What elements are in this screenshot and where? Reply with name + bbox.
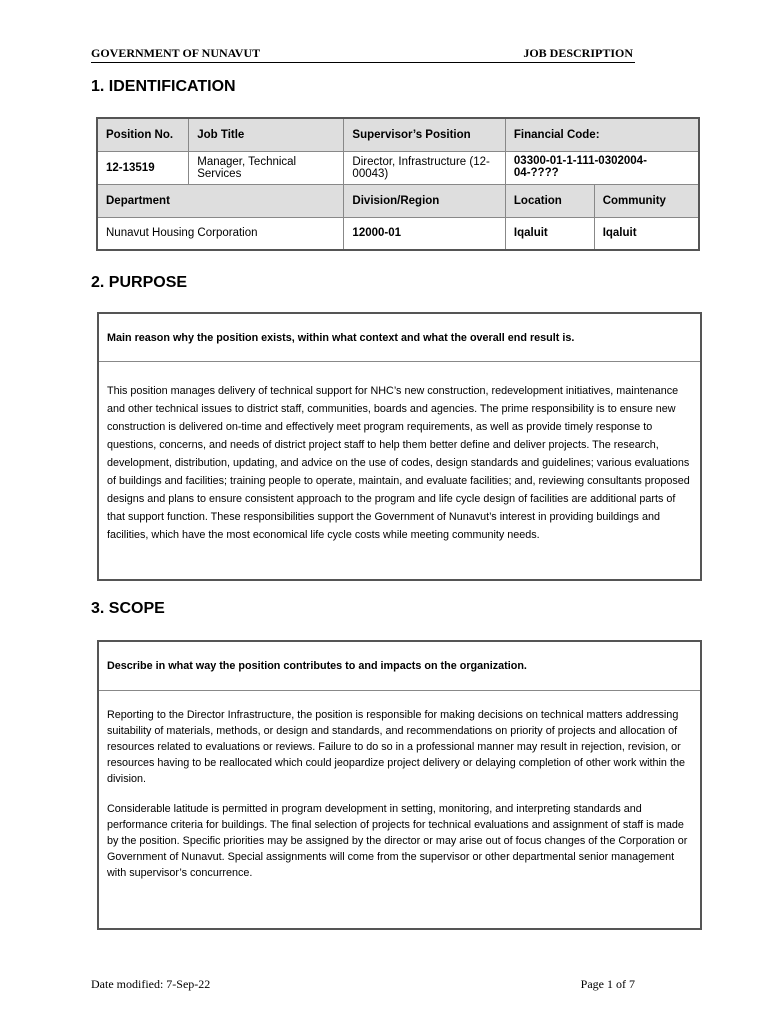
community-value: Iqaluit [594,217,699,250]
scope-question [99,642,700,691]
page-footer [91,977,635,992]
position-no-header: Position No. [97,118,189,151]
header-organization: GOVERNMENT OF NUNAVUT [91,46,261,60]
purpose-question [99,314,700,362]
location-header: Location [505,184,594,217]
section-title-identification: 1. IDENTIFICATION [91,78,236,95]
division-region-header: Division/Region [344,184,505,217]
scope-body [99,691,700,881]
table-row [97,151,699,184]
date-modified: Date modified: 7-Sep-22 [91,977,211,991]
scope-question-text: Describe in what way the position contributes to and impacts on the organization. [107,660,527,672]
scope-box [97,640,702,930]
section-title-scope: 3. SCOPE [91,600,165,617]
section-title-purpose: 2. PURPOSE [91,274,188,291]
header-document-type: JOB DESCRIPTION [523,46,633,60]
identification-table [96,117,700,251]
department-header: Department [97,184,344,217]
supervisor-position-value: Director, Infrastructure (12-00043) [344,151,505,184]
table-row [97,184,699,217]
scope-paragraph-2: Considerable latitude is permitted in program development in setting, monitoring, and interpreting standards and performance criteria for buildings. The final selection of projects for technical evaluations and assignment of staff is made by the position. Specific priorities may be assigned by the director or may arise out of focus changes of the Corporation or Government of Nunavut. Special assignments will come from the supervisor or other departmental senior management with supervisor’s concurrence. [107,803,688,879]
page-number: Page 1 of 7 [580,977,635,991]
job-title-value: Manager, Technical Services [189,151,344,184]
financial-code-value: 03300-01-1-111-0302004-04-???? [505,151,699,184]
financial-code-header: Financial Code: [505,118,699,151]
job-title-header: Job Title [189,118,344,151]
division-region-value: 12000-01 [344,217,505,250]
purpose-text: This position manages delivery of technical support for NHC’s new construction, redevelopment initiatives, maintenance and other technical issues to district staff, communities, boards and agencies. The prime responsibility is to ensure new construction is delivered on-time and effectively meet program requirements, as well as provide timely response to questions, concerns, and needs of district project staff to help them better define and deliver projects. The research, development, distribution, updating, and advice on the use of codes, design standards and guidelines; various evaluations of buildings and facilities; training people to operate, maintain, and evaluate facilities; and, reviewing consultants proposed designs and plans to ensure consistent approach to the program and life cycle design of facilities are additional parts of that support function. These responsibilities support the Government of Nunavut’s interest in providing buildings and facilities, which have the most economical life cycle costs while meeting community needs. [107,385,690,541]
location-value: Iqaluit [505,217,594,250]
department-value: Nunavut Housing Corporation [97,217,344,250]
table-row [97,118,699,151]
position-no-value: 12-13519 [97,151,189,184]
page-header [91,46,635,63]
community-header: Community [594,184,699,217]
purpose-body [99,362,700,544]
purpose-question-text: Main reason why the position exists, within what context and what the overall end result is. [107,331,575,344]
purpose-box [97,312,702,581]
table-row [97,217,699,250]
scope-paragraph-1: Reporting to the Director Infrastructure, the position is responsible for making decisions on technical matters addressing suitability of materials, methods, or design and standards, and recommendations on priority of projects and allocation of resources related to evaluations or reviews. Failure to do so in a professional manner may result in rejection, revision, or resources having to be reallocated which could jeopardize project delivery or delaying completion of other work within the division. [107,709,685,785]
supervisor-position-header: Supervisor’s Position [344,118,505,151]
